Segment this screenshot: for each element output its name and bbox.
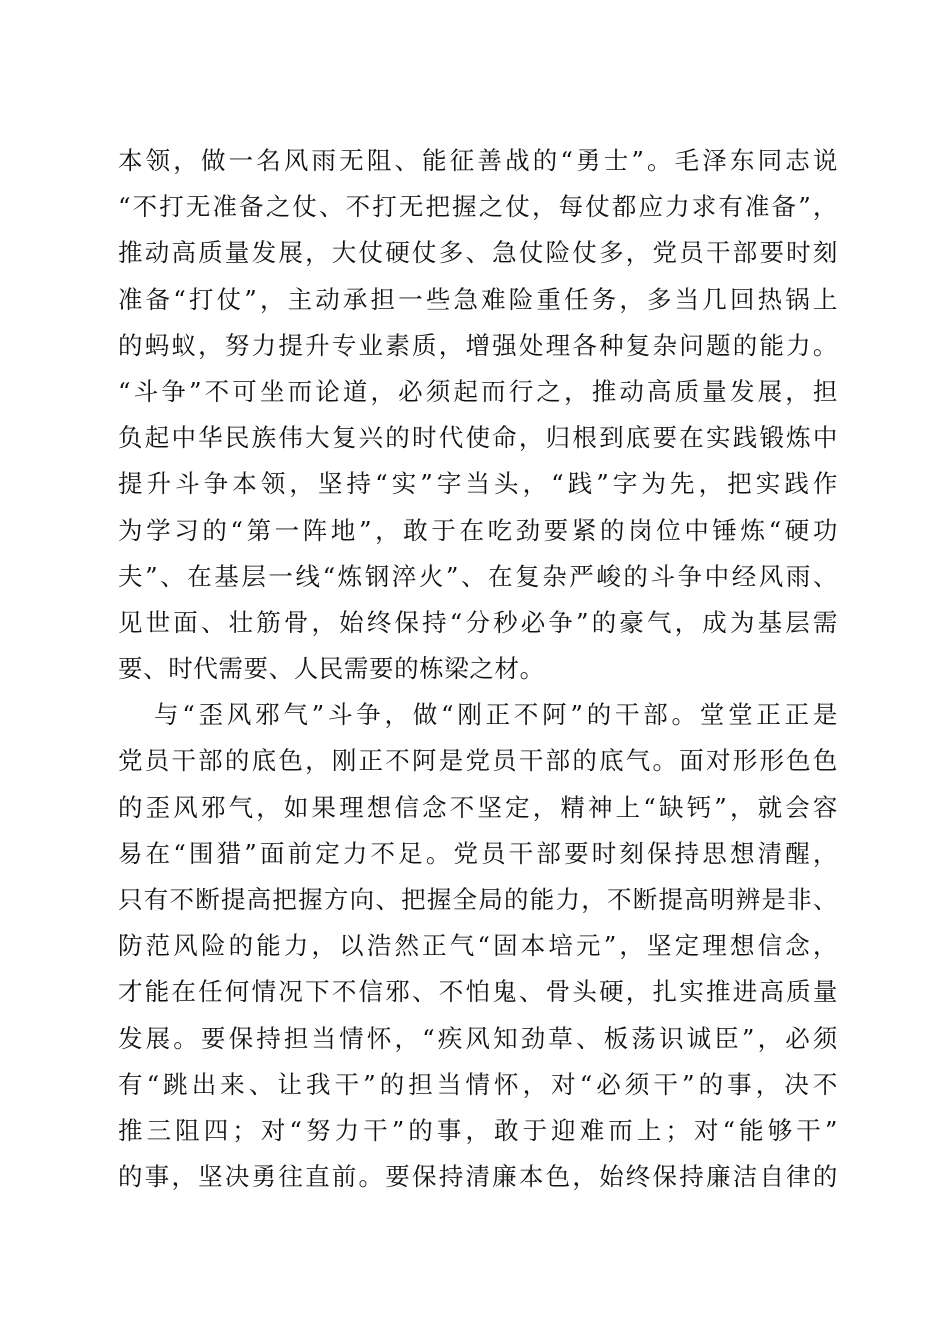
text-line: 防范风险的能力，以浩然正气“固本培元”，坚定理想信念， (118, 931, 838, 961)
paragraph-1 (118, 138, 838, 692)
text-line: 只有不断提高把握方向、把握全局的能力，不断提高明辨是非、 (118, 885, 838, 914)
text-line: 的蚂蚁，努力提升专业素质，增强处理各种复杂问题的能力。 (118, 330, 838, 360)
text-line: 的事，坚决勇往直前。要保持清廉本色，始终保持廉洁自律的 (118, 1162, 838, 1192)
text-line: 发展。要保持担当情怀，“疾风知劲草、板荡识诚臣”，必须 (118, 1023, 838, 1053)
text-line: 才能在任何情况下不信邪、不怕鬼、骨头硬，扎实推进高质量 (118, 977, 838, 1007)
text-line: 本领，做一名风雨无阻、能征善战的“勇士”。毛泽东同志说 (118, 146, 838, 175)
text-line: 有“跳出来、让我干”的担当情怀，对“必须干”的事，决不 (118, 1069, 838, 1099)
text-line: 准备“打仗”，主动承担一些急难险重任务，多当几回热锅上 (118, 284, 838, 314)
text-line: 夫”、在基层一线“炼钢淬火”、在复杂严峻的斗争中经风雨、 (118, 561, 838, 591)
text-line: 提升斗争本领，坚持“实”字当头，“践”字为先，把实践作 (118, 469, 838, 499)
text-line: 推三阻四；对“努力干”的事，敢于迎难而上；对“能够干” (118, 1115, 838, 1145)
text-line: 要、时代需要、人民需要的栋梁之材。 (118, 654, 545, 684)
text-line: 的歪风邪气，如果理想信念不坚定，精神上“缺钙”，就会容 (118, 792, 838, 822)
text-line: 见世面、壮筋骨，始终保持“分秒必争”的豪气，成为基层需 (118, 607, 838, 637)
text-line: 易在“围猎”面前定力不足。党员干部要时刻保持思想清醒， (118, 838, 838, 868)
text-line: “斗争”不可坐而论道，必须起而行之，推动高质量发展，担 (118, 376, 838, 406)
text-line: 与“歪风邪气”斗争，做“刚正不阿”的干部。堂堂正正是 (154, 700, 838, 730)
text-line: 党员干部的底色，刚正不阿是党员干部的底气。面对形形色色 (118, 746, 838, 776)
text-line: “不打无准备之仗、不打无把握之仗，每仗都应力求有准备”， (118, 192, 838, 222)
paragraph-2 (118, 692, 838, 1200)
body-text (118, 138, 838, 1200)
text-line: 推动高质量发展，大仗硬仗多、急仗险仗多，党员干部要时刻 (118, 238, 838, 268)
text-line: 为学习的“第一阵地”，敢于在吃劲要紧的岗位中锤炼“硬功 (118, 515, 838, 545)
text-line: 负起中华民族伟大复兴的时代使命，归根到底要在实践锻炼中 (118, 423, 838, 453)
